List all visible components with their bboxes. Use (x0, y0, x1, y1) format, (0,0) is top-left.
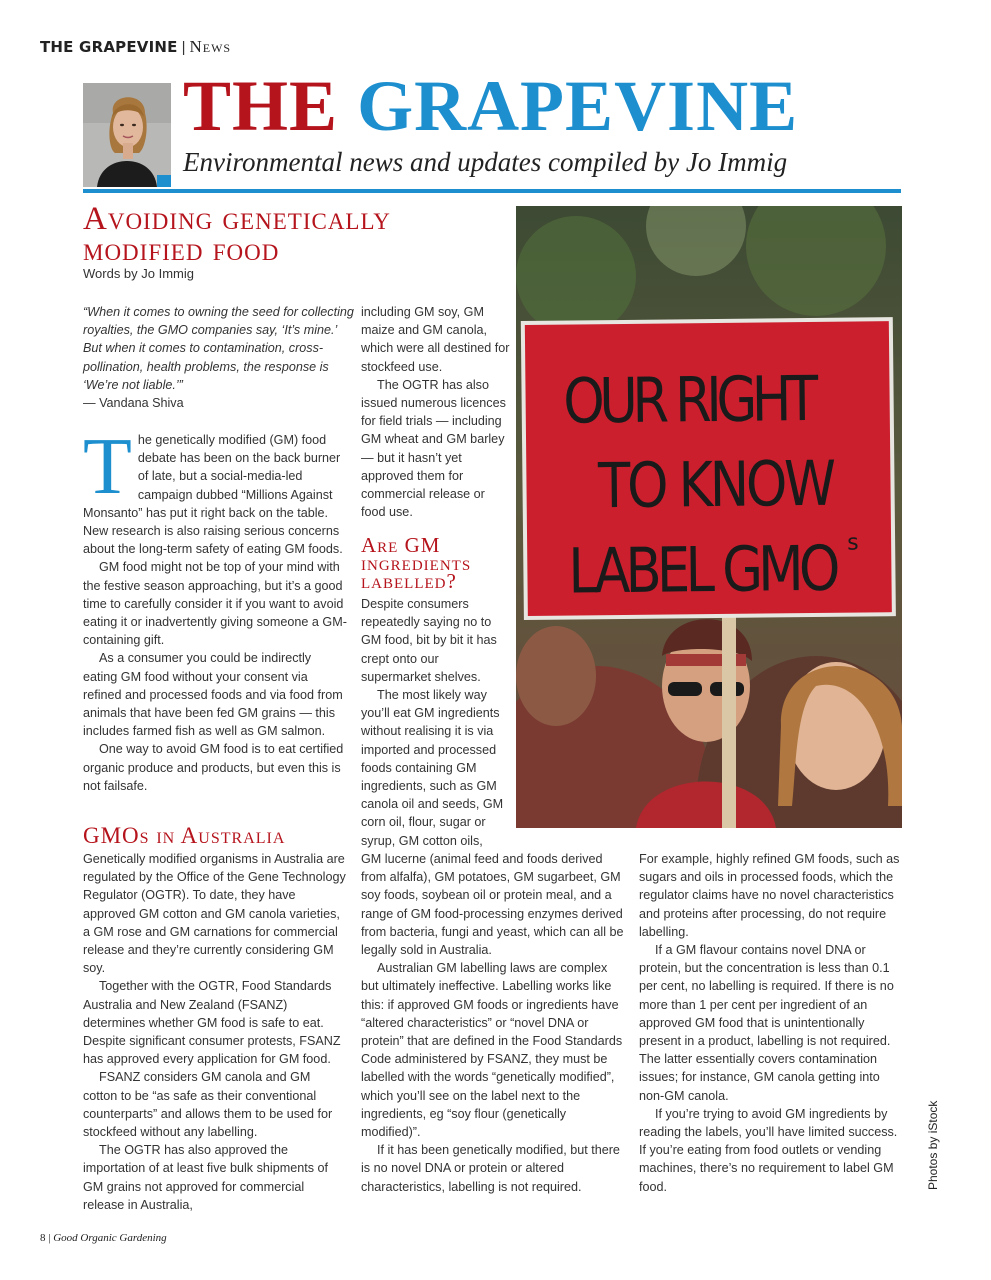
page-number: 8 (40, 1232, 46, 1244)
masthead-word-the: THE (183, 66, 339, 146)
masthead-rule (83, 189, 901, 193)
magazine-name: Good Organic Gardening (53, 1232, 167, 1244)
footer-separator: | (48, 1232, 51, 1244)
body-paragraph: One way to avoid GM food is to eat certified organic produce and products, but even this is not failsafe. (83, 742, 344, 793)
pull-quote (83, 303, 358, 412)
section-category: News (189, 37, 232, 56)
section-header (40, 37, 231, 57)
column-1-intro (83, 423, 347, 795)
sign-line-1: OUR RIGHT (562, 362, 819, 438)
body-paragraph: The most likely way you’ll eat GM ingredients without realising it is via imported and processed foods containing GM ingredients, such as GM canola oil and seeds, GM corn oil, flour, sugar or syrup, GM cotton oils, (361, 688, 504, 848)
body-paragraph: For example, highly refined GM foods, such as sugars and oils in processed foods, which the regulator claims have no novel characteristics and proteins after processing, do not require labelling. (639, 852, 900, 939)
quote-attribution: — Vandana Shiva (83, 396, 184, 411)
body-paragraph: including GM soy, GM maize and GM canola, which were all destined for stockfeed use. (361, 305, 510, 374)
body-paragraph: GM lucerne (animal feed and foods derived from alfalfa), GM potatoes, GM sugarbeet, GM soy foods, soybean oil or protein meal, and a range of GM food-processing enzymes derived from bacteria, fungi and yeast, which can all be legally sold in Australia. (361, 852, 624, 958)
sign-superscript: s (846, 530, 859, 556)
body-paragraph: FSANZ considers GM canola and GM cotton to be “as safe as their conventional counterparts” and allows them to be used for stockfeed without any labelling. (83, 1070, 333, 1140)
intro-paragraph: he genetically modified (GM) food debate has been on the back burner of late, but a social-media-led campaign dubbed “Millions Against Monsanto” has put it right back on the table. New research is also raising serious concerns about the long-term safety of eating GM foods. (83, 433, 343, 557)
section-separator: | (181, 39, 186, 56)
page-footer (40, 1232, 167, 1244)
body-paragraph: Despite consumers repeatedly saying no to GM food, bit by bit it has crept onto our supermarket shelves. (361, 597, 497, 684)
body-paragraph: If it has been genetically modified, but there is no novel DNA or protein or altered characteristics, labelling is not required. (361, 1143, 620, 1194)
photo-credit: Photos by iStock (926, 1100, 940, 1190)
sign-line-2: TO KNOW (597, 447, 837, 523)
body-paragraph: GM food might not be top of your mind with the festive season approaching, but it’s a good time to carefully consider it if you want to avoid eating it or inadvertently giving someone a GM-containing gift. (83, 560, 347, 648)
body-paragraph: Together with the OGTR, Food Standards Australia and New Zealand (FSANZ) determines whether GM food is safe to eat. Despite significant consumer protests, FSANZ has approved every application for GM food. (83, 979, 341, 1067)
quote-text: “When it comes to owning the seed for collecting royalties, the GMO companies say, ‘It’s mine.’ But when it comes to contamination, cross-pollination, health problems, the response is ‘We’re not liable.’” (83, 305, 354, 392)
column-1-australia (83, 850, 347, 1214)
column-2-middle (361, 595, 511, 850)
body-paragraph: Genetically modified organisms in Australia are regulated by the Office of the Gene Technology Regulator (OGTR). To date, they have approved GM cotton and GM canola varieties, a GM rose and GM carnations for commercial release and they’re currently considering GM soy. (83, 852, 346, 976)
body-paragraph: If a GM flavour contains novel DNA or protein, but the concentration is less than 0.1 per cent, no labelling is required. If there is no more than 1 per cent per ingredient of an approved GM food that is unintentionally present in a product, labelling is not required. The latter essentially covers contamination issues; for instance, GM canola getting into non-GM canola. (639, 943, 894, 1103)
body-paragraph: If you’re trying to avoid GM ingredients by reading the labels, you’ll have limited success. If you’re eating from food outlets or vending machines, there’s no requirement to label GM food. (639, 1106, 898, 1194)
column-2-top (361, 303, 511, 521)
section-name: THE GRAPEVINE (40, 38, 178, 56)
body-paragraph: The OGTR has also issued numerous licences for field trials — including GM wheat and GM barley — but it hasn’t yet approved them for commercial release or food use. (361, 377, 506, 520)
drop-cap: T (83, 423, 132, 511)
body-paragraph: The OGTR has also approved the importation of at least five bulk shipments of GM grains not approved for commercial release in Australia, (83, 1143, 329, 1212)
heading-are-gm-ingredients-labelled: Are GM ingredients labelled? (361, 533, 472, 593)
sign-line-3: LABEL GMO (568, 532, 841, 608)
masthead-word-grapevine: GRAPEVINE (357, 66, 799, 146)
columnist-portrait (83, 83, 171, 187)
byline: Words by Jo Immig (83, 266, 195, 281)
column-3 (639, 850, 903, 1196)
column-2-bottom (361, 850, 626, 1196)
masthead-subtitle: Environmental news and updates compiled by Jo Immig (183, 147, 788, 177)
masthead-title (183, 66, 799, 146)
body-paragraph: As a consumer you could be indirectly eating GM food without your consent via refined and processed foods and via food from animals that have been fed GM grains — this includes farmed fish as well as GM salmon. (83, 651, 343, 739)
article-title: Avoiding genetically modified food (83, 201, 391, 269)
heading-gmos-in-australia: GMOs in Australia (83, 823, 286, 848)
body-paragraph: Australian GM labelling laws are complex but ultimately ineffective. Labelling works like this: if approved GM foods or ingredients have “altered characteristics” or “novel DNA or protein” that are defined in the Food Standards Code administered by FSANZ, they must be labelled with the words “genetically modified”, which you’ll see on the label next to the ingredients, eg “soy flour (genetically modified)”. (361, 961, 623, 1140)
protest-photo (516, 206, 902, 828)
